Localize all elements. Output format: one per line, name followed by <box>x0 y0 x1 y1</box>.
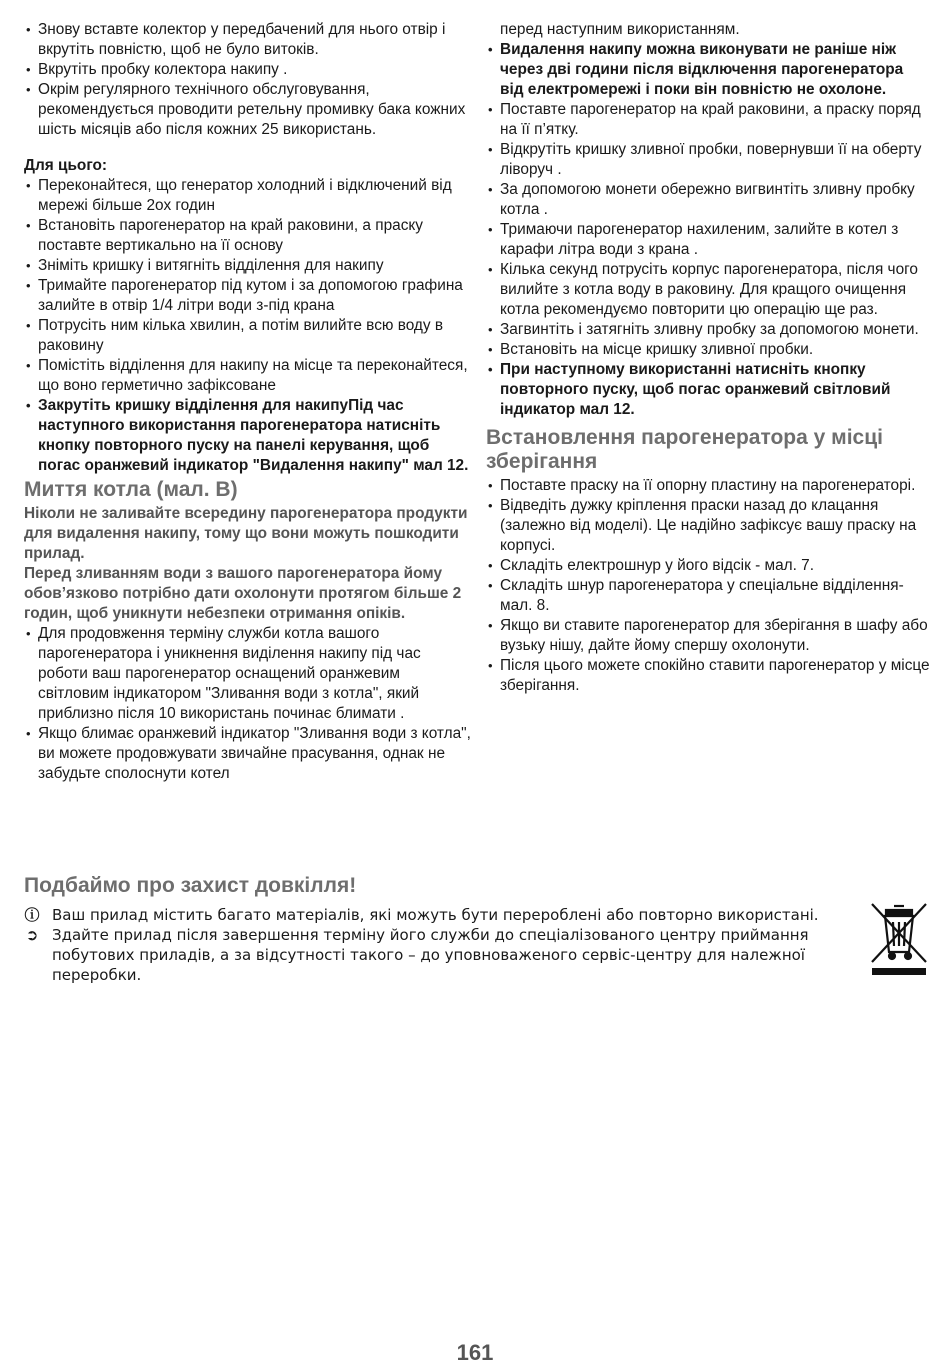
list-item: • Закрутіть кришку відділення для накипуПід час наступного використання парогенератора натисніть кнопку повторного пуску на панелі керування, щоб погас оранжевий індикатор "Видалення накипу" мал 12. <box>24 396 472 476</box>
list-item: • Переконайтеся, що генератор холодний і відключений від мережі більше 2ох годин <box>24 176 472 216</box>
list-item: • Складіть електрошнур у його відсік - мал. 7. <box>486 556 930 576</box>
list-item: • Після цього можете спокійно ставити парогенератор у місце зберігання. <box>486 656 930 696</box>
list-item: • Складіть шнур парогенератора у спеціальне відділення- мал. 8. <box>486 576 930 616</box>
storage-section-title: Встановлення парогенератора у місці зберігання <box>486 426 883 473</box>
list-item: • Зніміть кришку і витягніть відділення для накипу <box>24 256 472 276</box>
continuation-text: перед наступним використанням. <box>500 21 740 38</box>
right-column <box>486 20 930 696</box>
list-item: • Поставте праску на її опорну пластину на парогенераторі. <box>486 476 930 496</box>
list-item: • Кілька секунд потрусіть корпус парогенератора, після чого вилийте з котла воду в раковину. Для кращого очищення котла рекомендуємо повторити цю операцію ще раз. <box>486 260 930 320</box>
drain-list <box>486 40 930 420</box>
top-list <box>24 20 472 140</box>
list-item: • Знову вставте колектор у передбачений для нього отвір і вкрутіть повністю, щоб не було витоків. <box>24 20 472 60</box>
boiler-warning-2: Перед зливанням води з вашого парогенератора йому обов’язково потрібно дати охолонути протягом більше 2 годин, щоб уникнути небезпеки отримання опіків. <box>24 565 462 622</box>
boiler-section-title: Миття котла (мал. B) <box>24 478 238 501</box>
list-item: • За допомогою монети обережно вигвинтіть зливну пробку котла . <box>486 180 930 220</box>
environment-title: Подбаймо про захист довкілля! <box>24 874 357 897</box>
list-item: • Для продовження терміну служби котла вашого парогенератора і уникнення виділення накипу під час роботи ваш парогенератор оснащений оранжевим світловим індикатором "Зливання води з котла", який приблизно після 10 використань починає блимати . <box>24 624 472 724</box>
crossed-out-wheelie-bin-icon <box>866 898 932 978</box>
boiler-list <box>24 624 472 784</box>
list-item: • Якщо блимає оранжевий індикатор "Зливання води з котла", ви можете продовжувати звичайне прасування, однак не забудьте сполоснути котел <box>24 724 472 784</box>
list-item: • Загвинтіть і затягніть зливну пробку за допомогою монети. <box>486 320 930 340</box>
for-this-label: Для цього: <box>24 157 108 174</box>
environment-item <box>24 905 824 925</box>
list-item: • Встановіть на місце кришку зливної пробки. <box>486 340 930 360</box>
steps-list <box>24 176 472 476</box>
environment-section <box>24 873 930 985</box>
list-item: • Тримаючи парогенератор нахиленим, залийте в котел з карафи літра води з крана . <box>486 220 930 260</box>
environment-item-text: Здайте прилад після завершення терміну його служби до спеціалізованого центру приймання побутових приладів, а за відсутності такого – до уповноваженого сервіс-центру для належної переробки. <box>52 926 809 984</box>
environment-item-text: Ваш прилад містить багато матеріалів, які можуть бути перероблені або повторно використані. <box>52 906 819 924</box>
list-item: • Помістіть відділення для накипу на місце та переконайтеся, що воно герметично зафіксоване <box>24 356 472 396</box>
list-item: • Відкрутіть кришку зливної пробки, повернувши її на оберту ліворуч . <box>486 140 930 180</box>
left-column <box>24 20 472 784</box>
list-item: • Відведіть дужку кріплення праски назад до клацання (залежно від моделі). Це надійно зафіксує вашу праску на корпусі. <box>486 496 930 556</box>
environment-item <box>24 925 824 985</box>
list-item: • При наступному використанні натисніть кнопку повторного пуску, щоб погас оранжевий світловий індикатор мал 12. <box>486 360 930 420</box>
page-number: 161 <box>456 1340 494 1365</box>
list-item: • Потрусіть ним кілька хвилин, а потім вилийте всю воду в раковину <box>24 316 472 356</box>
list-item: • Якщо ви ставите парогенератор для зберігання в шафу або вузьку нішу, дайте йому спершу охолонути. <box>486 616 930 656</box>
info-circle-icon: ⓘ <box>24 906 40 924</box>
list-item: • Видалення накипу можна виконувати не раніше ніж через дві години після відключення парогенератора від електромережі і поки він повністю не охолоне. <box>486 40 930 100</box>
environment-list <box>24 905 824 985</box>
boiler-warning-1: Ніколи не заливайте всередину парогенератора продукти для видалення накипу, тому що вони можуть пошкодити прилад. <box>24 505 468 562</box>
spacer <box>24 140 472 156</box>
storage-list <box>486 476 930 696</box>
list-item: • Встановіть парогенератор на край раковини, а праску поставте вертикально на її основу <box>24 216 472 256</box>
arrow-icon: ➲ <box>25 926 39 944</box>
list-item: • Вкрутіть пробку колектора накипу . <box>24 60 472 80</box>
list-item: • Тримайте парогенератор під кутом і за допомогою графина залийте в отвір 1/4 літри води з-під крана <box>24 276 472 316</box>
list-item: • Поставте парогенератор на край раковини, а праску поряд на її п’ятку. <box>486 100 930 140</box>
list-item: • Окрім регулярного технічного обслуговування, рекомендується проводити ретельну промивку бака кожних шість місяців або після кожних 25 використань. <box>24 80 472 140</box>
